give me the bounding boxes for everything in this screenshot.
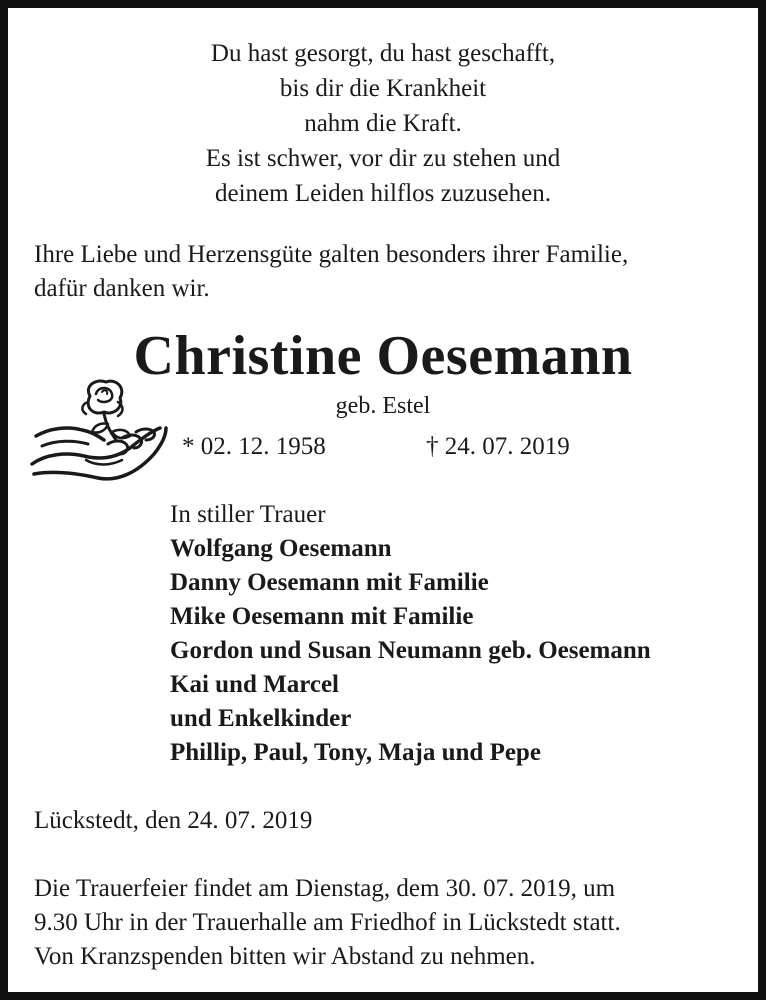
poem-line: bis dir die Krankheit <box>279 75 487 102</box>
notice-line: Die Trauerfeier findet am Dienstag, dem 30. 07. 2019, um <box>34 875 616 902</box>
thanks-text <box>34 238 738 306</box>
thanks-line: dafür danken wir. <box>34 275 210 302</box>
poem-line: nahm die Kraft. <box>304 110 462 137</box>
poem-line: Es ist schwer, vor dir zu stehen und <box>205 145 561 172</box>
mourner-name: Kai und Marcel <box>170 671 339 698</box>
thanks-line: Ihre Liebe und Herzensgüte galten besonders ihrer Familie, <box>34 241 629 268</box>
mourner-name: Phillip, Paul, Tony, Maja und Pepe <box>170 739 541 766</box>
notice-line: 9.30 Uhr in der Trauerhalle am Friedhof in Lückstedt statt. <box>34 909 621 936</box>
mourning-intro: In stiller Trauer <box>170 501 326 528</box>
poem <box>8 36 758 211</box>
place-and-date: Lückstedt, den 24. 07. 2019 <box>34 807 313 834</box>
death-date: † 24. 07. 2019 <box>426 433 570 460</box>
funeral-notice <box>34 872 740 974</box>
maiden-name: geb. Estel <box>335 393 431 419</box>
mourner-name: Wolfgang Oesemann <box>170 535 392 562</box>
mourners-list <box>170 498 651 770</box>
deceased-name: Christine Oesemann <box>133 325 633 387</box>
notice-line: Von Kranzspenden bitten wir Abstand zu nehmen. <box>34 943 536 970</box>
mourner-name: Mike Oesemann mit Familie <box>170 603 474 630</box>
mourner-name: und Enkelkinder <box>170 705 352 732</box>
poem-line: Du hast gesorgt, du hast geschafft, <box>210 40 556 67</box>
poem-line: deinem Leiden hilflos zuzusehen. <box>215 180 551 207</box>
birth-date: * 02. 12. 1958 <box>182 433 326 460</box>
mourner-name: Gordon und Susan Neumann geb. Oesemann <box>170 637 651 664</box>
mourner-name: Danny Oesemann mit Familie <box>170 569 489 596</box>
